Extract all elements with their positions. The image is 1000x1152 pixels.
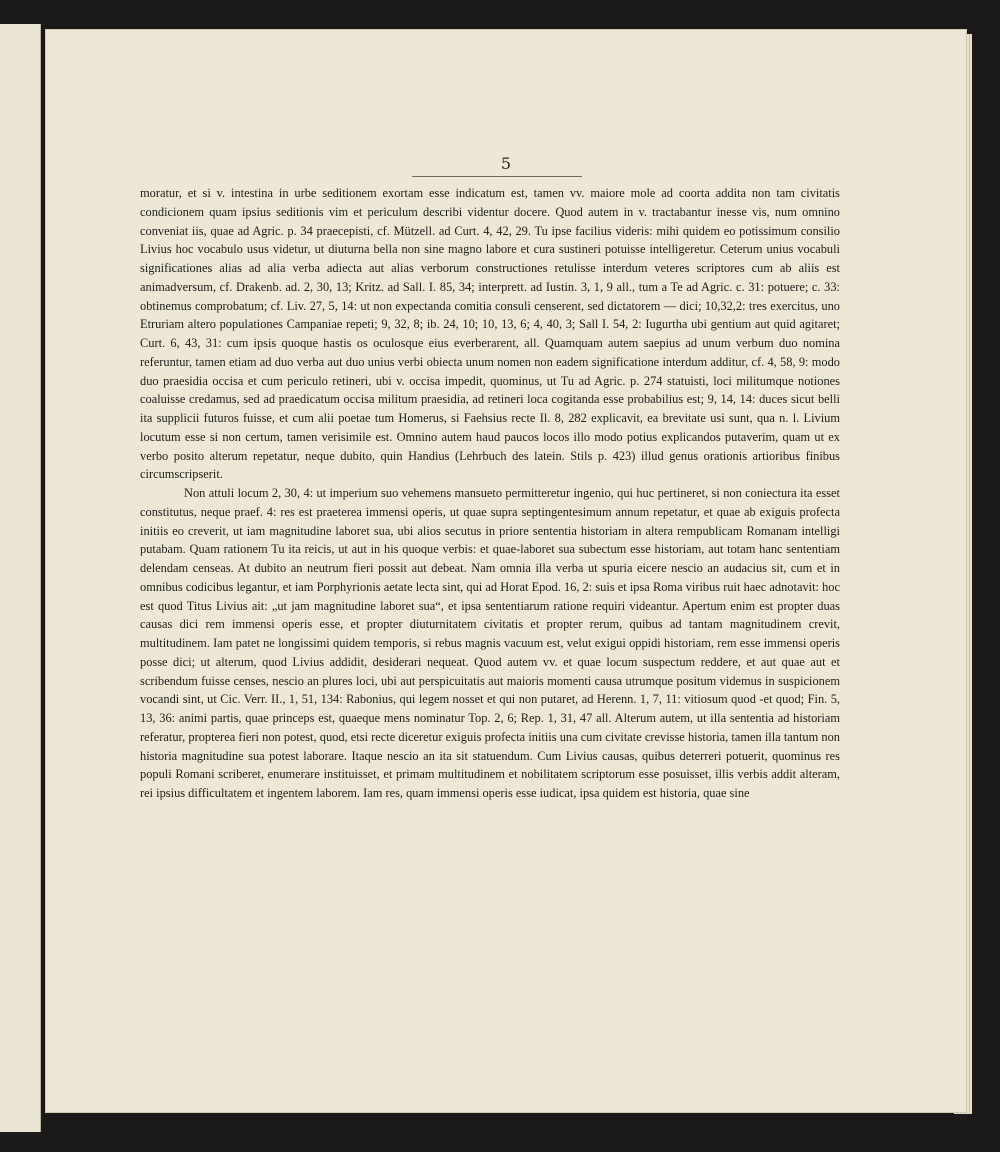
page-number: 5 (500, 154, 512, 173)
header-rule (412, 176, 582, 177)
body-text (140, 184, 840, 803)
paragraph-1: moratur, et si v. intestina in urbe seditionem exortam esse indicatum est, tamen vv. maiore mole ad coorta addita non tam civitatis condicionem quam ipsius seditionis vim et periculum describi videntur docere. Quod autem in v. tractabantur inesse vis, num omnino conveniat iis, quae ad Agric. p. 34 praecepisti, cf. Mützell. ad Curt. 4, 42, 29. Tu ipse facilius videris: mihi quidem eo potissimum consilio Livius hoc vocabulo usus videtur, ut diuturna bella non sine magno labore et cura sustineri potuisse intelligeretur. Ceterum unius vocabuli significationes alias ad alia verba adiecta aut alias verborum constructiones retulisse interdum veteres scriptores cum ab aliis est animadversum, cf. Drakenb. ad. 2, 30, 13; Kritz. ad Sall. I. 85, 34; interprett. ad Iustin. 3, 1, 9 all., tum a Te ad Agric. c. 31: potuere; c. 33: obtinemus comprobatum; cf. Liv. 27, 5, 14: ut non expectanda comitia consuli censerent, sed dictatorem — dici; 10,32,2: tres exercitus, uno Etruriam altero populationes Campaniae repeti; 9, 32, 8; ib. 24, 10; 10, 13, 6; 4, 40, 3; Sall I. 54, 2: Iugurtha ubi gentium aut quid agitaret; Curt. 6, 43, 31: cum ipsis quoque hastis os oculosque eius everberarent, all. Quamquam autem saepius ad unum verbum duo nomina referuntur, tamen etiam ad duo verba aut duo unius verbi obiecta unum nomen non eadem significatione interdum additur, cf. 4, 58, 9: modo duo praesidia occisa et cum periculo retineri, ubi v. occisa impedit, quominus, ut Tu ad Agric. p. 274 statuisti, loci militumque notiones coaluisse credamus, sed ad praedicatum occisa militum praesidia, ad retineri loca cogitanda esse probabilius est; 9, 14, 14: duces sicut belli ita supplicii futuros fuisse, et cum alii poetae tum Homerus, si Faehsius recte Il. 8, 282 explicavit, ea brevitate usi sunt, qua n. l. Livium locutum esse si non certum, tamen verisimile est. Omnino autem haud paucos locos illo modo potius explicandos putaverim, quam ut ex verbo posito alterum repetatur, neque dubito, quin Handius (Lehrbuch des latein. Stils p. 423) illud genus orationis artioribus finibus circumscripserit. (140, 186, 840, 482)
book-page (46, 30, 966, 1112)
paragraph-2: Non attuli locum 2, 30, 4: ut imperium suo vehemens mansueto permitteretur ingenio, qui huc pertineret, si non coniectura ita esset constitutus, neque praef. 4: res est praeterea immensi operis, ut quae supra septingentesimum annum repetatur, et quae ab exiguis profecta initiis eo creverit, ut iam magnitudine laboret sua, ubi alios secutus in priore sententia historiam in altera rempublicam Romanam intelligi putabam. Quam rationem Tu ita reicis, ut aut in his quoque verbis: et quae-laboret sua subectum esse historiam, aut totam hanc sententiam delendam censeas. At dubito an neutrum fieri possit aut debeat. Nam omnia illa verba ut spuria eicere nescio an audacius sit, cum et in omnibus codicibus legantur, et iam Porphyrionis aetate lecta sint, qui ad Horat Epod. 16, 2: suis et ipsa Roma viribus ruit haec adnotavit: hoc est quod Titus Livius ait: „ut jam magnitudine laboret sua“, et ipsa sententiarum ratione requiri videantur. Apertum enim est propter duas causas dici rem immensi operis esse, et propter diuturnitatem civitatis et propter rerum, quibus ad tantam magnitudinem crevit, multitudinem. Iam patet ne longissimi quidem temporis, si rebus magnis vacuum est, velut exigui oppidi historiam, rem esse immensi operis posse dici; ut alterum, quod Livius addidit, desiderari nequeat. Quod autem vv. et quae locum suspectum reddere, et aut quae aut et scribendum fuisse censes, nescio an plures loci, ubi aut perspicuitatis aut maioris momenti causa utrumque positum videmus in suspicionem vocandi sint, ut Cic. Verr. II., 1, 51, 134: Rabonius, qui legem nosset et qui non putaret, ad Herenn. 1, 7, 11: vitiosum quod -et quod; Fin. 5, 13, 36: animi partis, quae princeps est, quaeque mens nominatur Top. 2, 6; Rep. 1, 31, 47 all. Alterum autem, ut illa sententia ad historiam referatur, propterea fieri non potest, quod, etsi recte diceretur exiguis profecta initiis una cum civitate crevisse historia, tamen illa tantum non historia magnitudine sua potest laborare. Itaque nescio an ita sit statuendum. Cum Livius causas, quibus deterreri potuerit, quominus res populi Romani scriberet, enumerare instituisset, et primam multitudinem et nobilitatem scriptorum esse posuisset, illis verbis addit alteram, rei ipsius difficultatem et ingentem laborem. Iam res, quam immensi operis esse iudicat, ipsa quidem est historia, quae sine (140, 486, 840, 800)
previous-page-edge (0, 24, 41, 1132)
scan-background (0, 0, 1000, 34)
